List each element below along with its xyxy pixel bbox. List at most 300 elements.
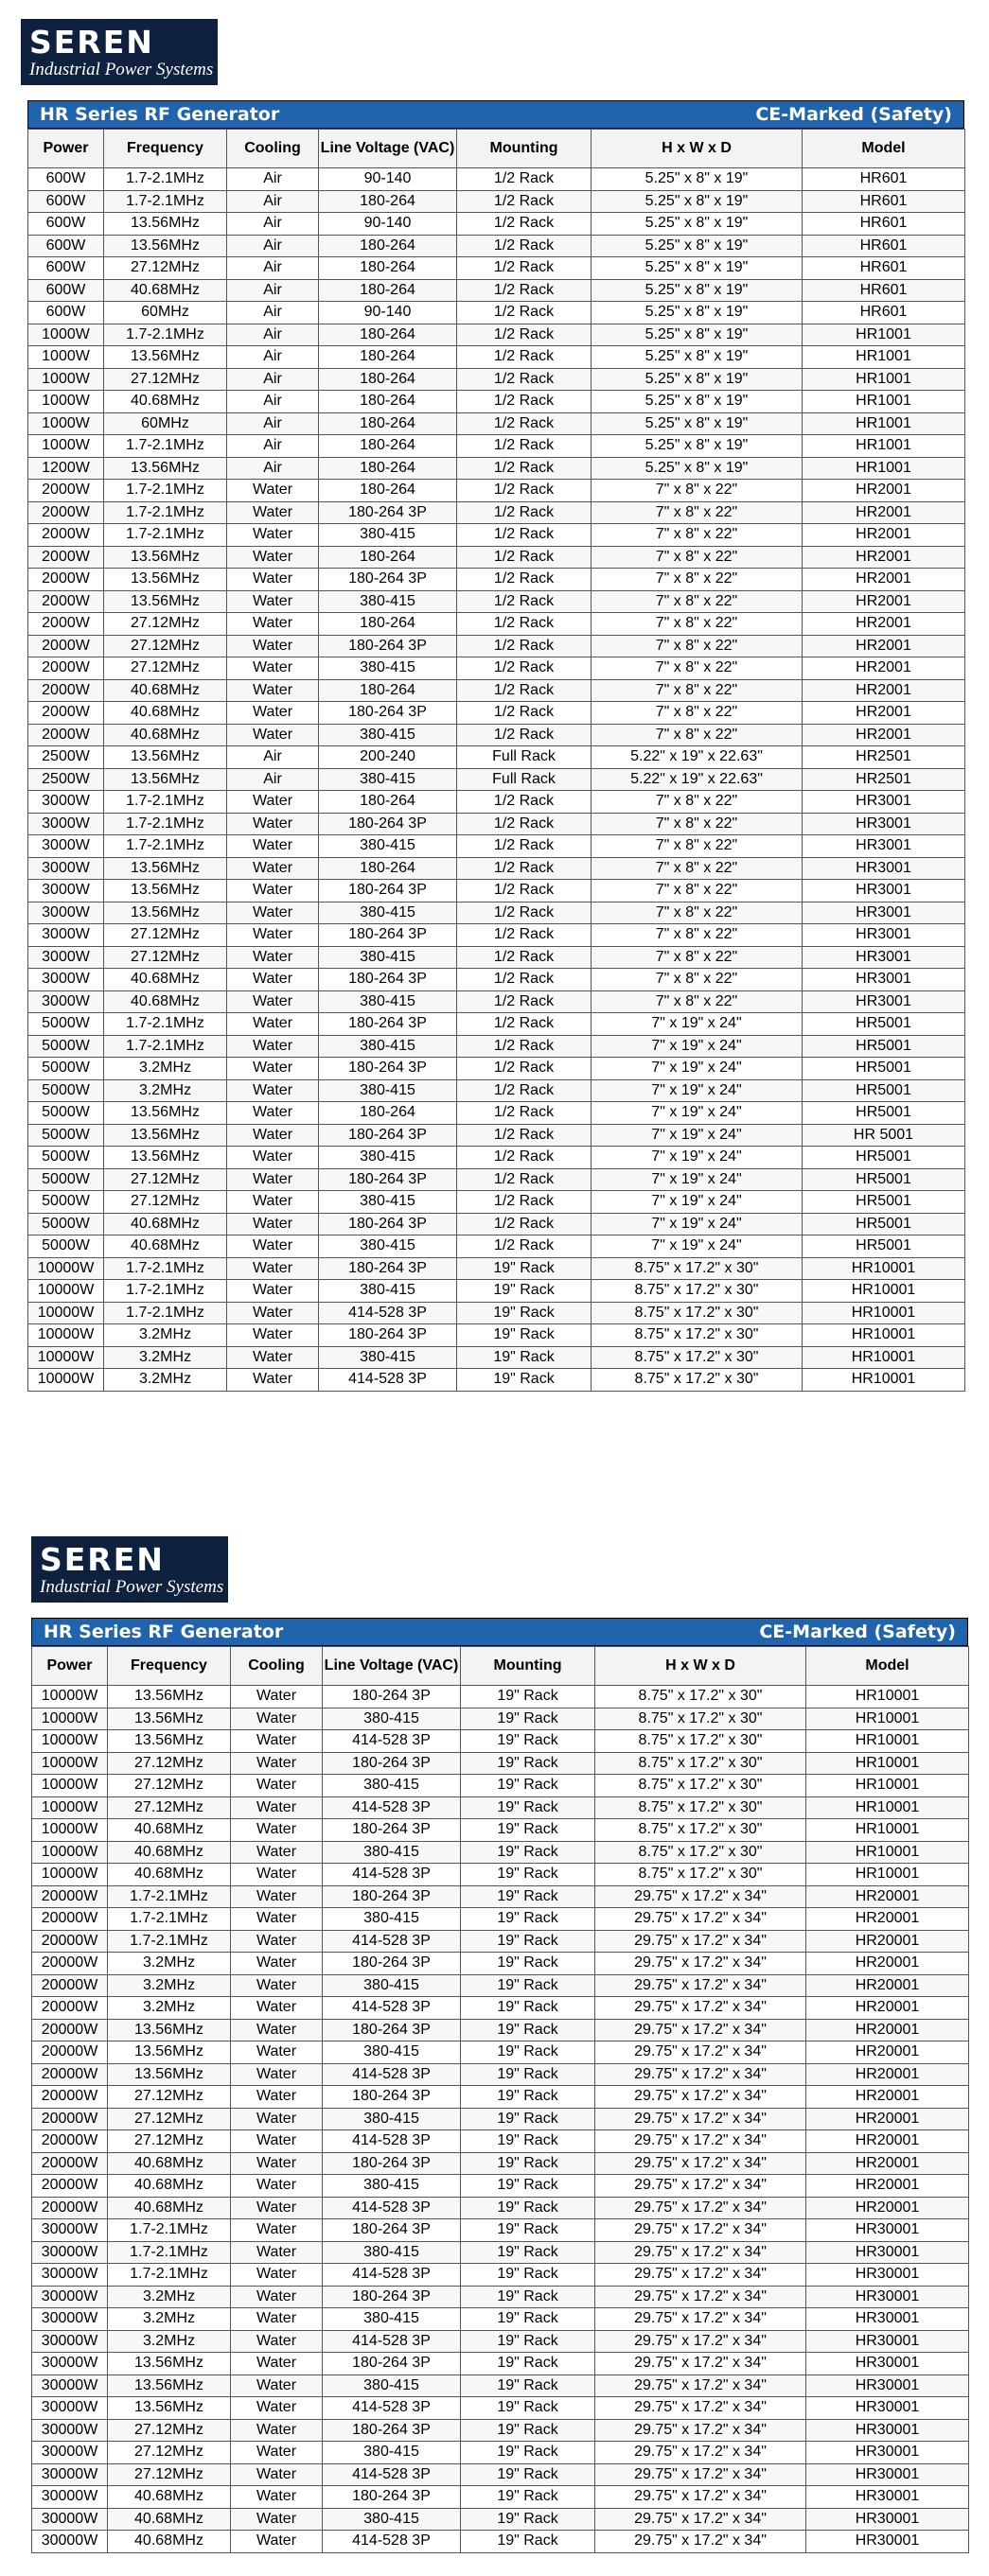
- cell-cooling: Water: [231, 1930, 323, 1953]
- cell-power: 600W: [28, 302, 104, 324]
- cell-cooling: Air: [227, 257, 319, 280]
- cell-dimensions: 7" x 19" x 24": [592, 1213, 803, 1235]
- cell-line-voltage: 180-264: [319, 412, 457, 435]
- cell-frequency: 1.7-2.1MHz: [104, 324, 227, 346]
- cell-cooling: Water: [231, 2175, 323, 2198]
- table-row: [32, 2241, 969, 2264]
- cell-line-voltage: 414-528 3P: [323, 1730, 461, 1753]
- cell-frequency: 27.12MHz: [104, 635, 227, 657]
- cell-cooling: Water: [227, 1369, 319, 1392]
- cell-line-voltage: 380-415: [319, 724, 457, 746]
- cell-power: 1000W: [28, 368, 104, 391]
- cell-frequency: 1.7-2.1MHz: [108, 2219, 231, 2242]
- cell-model: HR20001: [806, 1930, 969, 1953]
- cell-frequency: 1.7-2.1MHz: [108, 2264, 231, 2287]
- cell-line-voltage: 180-264: [319, 190, 457, 213]
- cell-frequency: 1.7-2.1MHz: [104, 1257, 227, 1280]
- cell-mounting: 1/2 Rack: [457, 635, 592, 657]
- cell-line-voltage: 180-264 3P: [323, 2152, 461, 2175]
- cell-mounting: 1/2 Rack: [457, 302, 592, 324]
- cell-line-voltage: 90-140: [319, 302, 457, 324]
- cell-cooling: Water: [227, 1191, 319, 1214]
- cell-mounting: 1/2 Rack: [457, 524, 592, 547]
- cell-model: HR3001: [803, 990, 965, 1013]
- cell-power: 1000W: [28, 391, 104, 413]
- table-row: [32, 1953, 969, 1975]
- cell-dimensions: 8.75" x 17.2" x 30": [595, 1864, 806, 1886]
- cell-line-voltage: 180-264 3P: [323, 2019, 461, 2042]
- cell-frequency: 27.12MHz: [104, 257, 227, 280]
- cell-dimensions: 29.75" x 17.2" x 34": [595, 2374, 806, 2397]
- cell-power: 600W: [28, 235, 104, 257]
- cell-cooling: Air: [227, 213, 319, 236]
- table-row: [28, 1257, 965, 1280]
- cell-frequency: 40.68MHz: [108, 2152, 231, 2175]
- cell-cooling: Water: [227, 679, 319, 702]
- cell-power: 3000W: [28, 969, 104, 991]
- cell-dimensions: 7" x 19" x 24": [592, 1013, 803, 1036]
- table-row: [28, 835, 965, 858]
- cell-power: 1000W: [28, 435, 104, 458]
- cell-power: 5000W: [28, 1035, 104, 1058]
- cell-line-voltage: 180-264 3P: [323, 2486, 461, 2509]
- cell-cooling: Water: [227, 1102, 319, 1125]
- cell-mounting: 19" Rack: [461, 2286, 595, 2308]
- table-row: [28, 1302, 965, 1324]
- cell-cooling: Water: [231, 2308, 323, 2331]
- cell-frequency: 3.2MHz: [108, 1974, 231, 1997]
- cell-power: 3000W: [28, 791, 104, 814]
- cell-mounting: 19" Rack: [457, 1302, 592, 1324]
- cell-dimensions: 7" x 8" x 22": [592, 635, 803, 657]
- table-row: [32, 1752, 969, 1775]
- cell-model: HR30001: [806, 2397, 969, 2420]
- cell-mounting: 1/2 Rack: [457, 324, 592, 346]
- column-header-cooling: Cooling: [231, 1647, 323, 1686]
- cell-power: 2000W: [28, 590, 104, 613]
- cell-cooling: Water: [231, 1686, 323, 1709]
- cell-cooling: Water: [231, 2219, 323, 2242]
- cell-dimensions: 7" x 8" x 22": [592, 524, 803, 547]
- cell-dimensions: 7" x 8" x 22": [592, 969, 803, 991]
- cell-line-voltage: 180-264 3P: [319, 813, 457, 835]
- table-row: [28, 1324, 965, 1347]
- cell-model: HR10001: [806, 1796, 969, 1819]
- cell-frequency: 13.56MHz: [104, 1147, 227, 1169]
- cell-frequency: 13.56MHz: [104, 902, 227, 924]
- cell-cooling: Water: [231, 2374, 323, 2397]
- table-row: [32, 1708, 969, 1730]
- table-row: [28, 1280, 965, 1303]
- cell-frequency: 1.7-2.1MHz: [104, 501, 227, 524]
- cell-power: 20000W: [32, 2108, 108, 2130]
- cell-cooling: Water: [231, 1796, 323, 1819]
- cell-power: 20000W: [32, 2197, 108, 2219]
- cell-cooling: Water: [231, 2419, 323, 2442]
- cell-cooling: Air: [227, 235, 319, 257]
- cell-model: HR10001: [803, 1257, 965, 1280]
- cell-cooling: Water: [227, 1079, 319, 1102]
- column-header-power: Power: [32, 1647, 108, 1686]
- cell-power: 2000W: [28, 569, 104, 591]
- cell-frequency: 13.56MHz: [108, 2374, 231, 2397]
- cell-frequency: 13.56MHz: [104, 1124, 227, 1147]
- cell-cooling: Air: [227, 768, 319, 791]
- cell-mounting: 19" Rack: [457, 1280, 592, 1303]
- column-header-mounting: Mounting: [461, 1647, 595, 1686]
- table-row: [32, 2130, 969, 2153]
- cell-model: HR5001: [803, 1035, 965, 1058]
- spec-table-1: [27, 100, 964, 1392]
- cell-frequency: 40.68MHz: [104, 679, 227, 702]
- cell-dimensions: 5.25" x 8" x 19": [592, 168, 803, 191]
- cell-cooling: Water: [227, 835, 319, 858]
- cell-mounting: 19" Rack: [461, 2063, 595, 2086]
- cell-power: 10000W: [32, 1841, 108, 1864]
- cell-model: HR10001: [803, 1346, 965, 1369]
- cell-dimensions: 29.75" x 17.2" x 34": [595, 2086, 806, 2109]
- cell-mounting: 19" Rack: [461, 2419, 595, 2442]
- cell-power: 5000W: [28, 1079, 104, 1102]
- cell-dimensions: 7" x 8" x 22": [592, 613, 803, 636]
- cell-cooling: Water: [231, 2152, 323, 2175]
- cell-dimensions: 5.25" x 8" x 19": [592, 412, 803, 435]
- cell-power: 600W: [28, 257, 104, 280]
- cell-mounting: 19" Rack: [461, 1819, 595, 1842]
- cell-frequency: 1.7-2.1MHz: [104, 1302, 227, 1324]
- table-row: [28, 213, 965, 236]
- cell-model: HR30001: [806, 2486, 969, 2509]
- cell-power: 10000W: [32, 1864, 108, 1886]
- cell-line-voltage: 380-415: [319, 1346, 457, 1369]
- cell-power: 5000W: [28, 1235, 104, 1258]
- cell-dimensions: 8.75" x 17.2" x 30": [595, 1686, 806, 1709]
- cell-mounting: 1/2 Rack: [457, 590, 592, 613]
- cell-dimensions: 29.75" x 17.2" x 34": [595, 2175, 806, 2198]
- cell-line-voltage: 414-528 3P: [323, 2397, 461, 2420]
- cell-power: 30000W: [32, 2264, 108, 2287]
- cell-frequency: 3.2MHz: [108, 2308, 231, 2331]
- cell-dimensions: 5.25" x 8" x 19": [592, 279, 803, 302]
- cell-line-voltage: 414-528 3P: [323, 2063, 461, 2086]
- cell-mounting: 19" Rack: [461, 2486, 595, 2509]
- cell-dimensions: 7" x 8" x 22": [592, 569, 803, 591]
- cell-power: 30000W: [32, 2397, 108, 2420]
- column-header-power: Power: [28, 130, 104, 168]
- cell-model: HR3001: [803, 969, 965, 991]
- cell-model: HR30001: [806, 2374, 969, 2397]
- table-row: [28, 190, 965, 213]
- cell-power: 10000W: [32, 1819, 108, 1842]
- cell-frequency: 40.68MHz: [108, 2508, 231, 2531]
- cell-power: 5000W: [28, 1168, 104, 1191]
- cell-cooling: Water: [227, 857, 319, 880]
- cell-model: HR10001: [803, 1369, 965, 1392]
- cell-cooling: Air: [227, 746, 319, 769]
- cell-dimensions: 8.75" x 17.2" x 30": [595, 1708, 806, 1730]
- cell-model: HR20001: [806, 2175, 969, 2198]
- cell-mounting: 19" Rack: [461, 1953, 595, 1975]
- cell-model: HR2001: [803, 501, 965, 524]
- cell-mounting: 1/2 Rack: [457, 457, 592, 480]
- cell-mounting: 19" Rack: [461, 2108, 595, 2130]
- cell-cooling: Water: [227, 1147, 319, 1169]
- cell-dimensions: 29.75" x 17.2" x 34": [595, 2063, 806, 2086]
- cell-frequency: 1.7-2.1MHz: [104, 435, 227, 458]
- cell-mounting: 19" Rack: [461, 2330, 595, 2353]
- cell-line-voltage: 180-264 3P: [319, 880, 457, 902]
- cell-model: HR1001: [803, 346, 965, 369]
- cell-mounting: 1/2 Rack: [457, 346, 592, 369]
- cell-power: 30000W: [32, 2286, 108, 2308]
- cell-model: HR5001: [803, 1191, 965, 1214]
- cell-dimensions: 29.75" x 17.2" x 34": [595, 2463, 806, 2486]
- cell-dimensions: 29.75" x 17.2" x 34": [595, 2130, 806, 2153]
- table-row: [28, 635, 965, 657]
- cell-cooling: Water: [227, 569, 319, 591]
- cell-model: HR10001: [806, 1708, 969, 1730]
- cell-line-voltage: 380-415: [319, 946, 457, 969]
- cell-frequency: 40.68MHz: [108, 1841, 231, 1864]
- cell-model: HR601: [803, 302, 965, 324]
- table-row: [28, 1235, 965, 1258]
- table-row: [28, 590, 965, 613]
- cell-power: 5000W: [28, 1102, 104, 1125]
- cell-power: 10000W: [28, 1324, 104, 1347]
- cell-line-voltage: 180-264 3P: [323, 2219, 461, 2242]
- table-row: [32, 2397, 969, 2420]
- cell-model: HR10001: [806, 1686, 969, 1709]
- cell-model: HR20001: [806, 2197, 969, 2219]
- cell-line-voltage: 180-264 3P: [323, 2353, 461, 2375]
- cell-cooling: Water: [227, 1124, 319, 1147]
- cell-mounting: 1/2 Rack: [457, 679, 592, 702]
- cell-line-voltage: 380-415: [319, 1147, 457, 1169]
- table-row: [28, 679, 965, 702]
- cell-line-voltage: 180-264: [319, 279, 457, 302]
- cell-line-voltage: 180-264 3P: [323, 1686, 461, 1709]
- cell-mounting: 19" Rack: [461, 2042, 595, 2064]
- cell-power: 20000W: [32, 1953, 108, 1975]
- cell-line-voltage: 180-264 3P: [319, 635, 457, 657]
- cell-model: HR30001: [806, 2308, 969, 2331]
- cell-cooling: Water: [227, 902, 319, 924]
- cell-frequency: 27.12MHz: [108, 1775, 231, 1797]
- cell-line-voltage: 180-264 3P: [323, 2286, 461, 2308]
- cell-model: HR5001: [803, 1102, 965, 1125]
- cell-cooling: Water: [231, 1953, 323, 1975]
- cell-line-voltage: 414-528 3P: [323, 2531, 461, 2553]
- table-row: [28, 969, 965, 991]
- cell-dimensions: 5.25" x 8" x 19": [592, 368, 803, 391]
- cell-model: HR10001: [803, 1324, 965, 1347]
- cell-line-voltage: 180-264: [319, 257, 457, 280]
- cell-cooling: Water: [227, 1257, 319, 1280]
- table-row: [28, 1213, 965, 1235]
- cell-line-voltage: 380-415: [323, 2175, 461, 2198]
- cell-dimensions: 8.75" x 17.2" x 30": [595, 1841, 806, 1864]
- cell-dimensions: 29.75" x 17.2" x 34": [595, 2152, 806, 2175]
- cell-mounting: 19" Rack: [461, 2374, 595, 2397]
- cell-frequency: 13.56MHz: [108, 1708, 231, 1730]
- cell-dimensions: 5.25" x 8" x 19": [592, 391, 803, 413]
- cell-mounting: 1/2 Rack: [457, 835, 592, 858]
- table-row: [28, 569, 965, 591]
- cell-frequency: 3.2MHz: [104, 1058, 227, 1080]
- table-row: [32, 1841, 969, 1864]
- cell-mounting: 19" Rack: [461, 1708, 595, 1730]
- cell-cooling: Water: [227, 546, 319, 569]
- cell-power: 20000W: [32, 2063, 108, 2086]
- cell-dimensions: 29.75" x 17.2" x 34": [595, 2531, 806, 2553]
- cell-dimensions: 5.25" x 8" x 19": [592, 435, 803, 458]
- cell-frequency: 60MHz: [104, 412, 227, 435]
- table-row: [28, 880, 965, 902]
- cell-power: 5000W: [28, 1147, 104, 1169]
- cell-line-voltage: 414-528 3P: [323, 1930, 461, 1953]
- cell-line-voltage: 380-415: [319, 524, 457, 547]
- cell-mounting: 1/2 Rack: [457, 412, 592, 435]
- cell-line-voltage: 90-140: [319, 168, 457, 191]
- cell-line-voltage: 380-415: [323, 1908, 461, 1931]
- cell-cooling: Water: [231, 2130, 323, 2153]
- cell-dimensions: 29.75" x 17.2" x 34": [595, 1974, 806, 1997]
- cell-mounting: 1/2 Rack: [457, 902, 592, 924]
- cell-mounting: 19" Rack: [461, 2463, 595, 2486]
- cell-model: HR20001: [806, 1974, 969, 1997]
- cell-dimensions: 7" x 8" x 22": [592, 880, 803, 902]
- cell-line-voltage: 414-528 3P: [323, 2330, 461, 2353]
- cell-mounting: 19" Rack: [461, 2152, 595, 2175]
- cell-dimensions: 29.75" x 17.2" x 34": [595, 2286, 806, 2308]
- table-row: [28, 613, 965, 636]
- cell-line-voltage: 380-415: [323, 1974, 461, 1997]
- table-row: [28, 724, 965, 746]
- cell-mounting: 19" Rack: [461, 1930, 595, 1953]
- logo-brand: SEREN: [40, 1541, 165, 1578]
- cell-frequency: 13.56MHz: [108, 2063, 231, 2086]
- cell-dimensions: 8.75" x 17.2" x 30": [592, 1324, 803, 1347]
- cell-power: 10000W: [32, 1796, 108, 1819]
- cell-model: HR1001: [803, 412, 965, 435]
- column-header-frequency: Frequency: [104, 130, 227, 168]
- cell-model: HR20001: [806, 2063, 969, 2086]
- cell-frequency: 13.56MHz: [108, 1686, 231, 1709]
- table-row: [32, 2531, 969, 2553]
- cell-model: HR2001: [803, 657, 965, 680]
- cell-frequency: 13.56MHz: [104, 213, 227, 236]
- cell-frequency: 27.12MHz: [104, 368, 227, 391]
- cell-line-voltage: 414-528 3P: [323, 2197, 461, 2219]
- cell-dimensions: 29.75" x 17.2" x 34": [595, 2264, 806, 2287]
- cell-frequency: 1.7-2.1MHz: [104, 168, 227, 191]
- cell-frequency: 13.56MHz: [104, 857, 227, 880]
- cell-power: 1000W: [28, 324, 104, 346]
- cell-model: HR10001: [803, 1302, 965, 1324]
- cell-frequency: 27.12MHz: [104, 1191, 227, 1214]
- cell-frequency: 13.56MHz: [104, 768, 227, 791]
- cell-line-voltage: 180-264: [319, 235, 457, 257]
- cell-frequency: 27.12MHz: [108, 2442, 231, 2464]
- cell-mounting: 19" Rack: [461, 2397, 595, 2420]
- table-row: [32, 2442, 969, 2464]
- table-row: [32, 2419, 969, 2442]
- cell-mounting: 19" Rack: [461, 1997, 595, 2020]
- cell-mounting: 19" Rack: [461, 1686, 595, 1709]
- cell-frequency: 40.68MHz: [104, 990, 227, 1013]
- spec-table: [31, 1646, 969, 2553]
- cell-power: 2500W: [28, 746, 104, 769]
- table-row: [32, 1997, 969, 2020]
- table-header-row: [32, 1647, 969, 1686]
- cell-power: 1200W: [28, 457, 104, 480]
- cell-cooling: Water: [227, 1302, 319, 1324]
- cell-model: HR30001: [806, 2442, 969, 2464]
- cell-mounting: 1/2 Rack: [457, 1147, 592, 1169]
- cell-mounting: 1/2 Rack: [457, 1058, 592, 1080]
- cell-dimensions: 7" x 8" x 22": [592, 702, 803, 725]
- cell-line-voltage: 414-528 3P: [323, 1864, 461, 1886]
- cell-dimensions: 8.75" x 17.2" x 30": [595, 1775, 806, 1797]
- cell-dimensions: 5.25" x 8" x 19": [592, 302, 803, 324]
- cell-dimensions: 29.75" x 17.2" x 34": [595, 2042, 806, 2064]
- cell-model: HR20001: [806, 2086, 969, 2109]
- cell-mounting: 1/2 Rack: [457, 1079, 592, 1102]
- cell-model: HR3001: [803, 813, 965, 835]
- cell-line-voltage: 180-264 3P: [319, 924, 457, 947]
- cell-line-voltage: 180-264 3P: [323, 1819, 461, 1842]
- table-row: [32, 2374, 969, 2397]
- cell-dimensions: 7" x 8" x 22": [592, 679, 803, 702]
- cell-mounting: 19" Rack: [461, 1796, 595, 1819]
- table-row: [28, 1191, 965, 1214]
- cell-line-voltage: 180-264: [319, 435, 457, 458]
- cell-model: HR10001: [806, 1864, 969, 1886]
- cell-power: 20000W: [32, 2152, 108, 2175]
- cell-frequency: 1.7-2.1MHz: [104, 1280, 227, 1303]
- cell-dimensions: 7" x 8" x 22": [592, 546, 803, 569]
- cell-mounting: 1/2 Rack: [457, 1235, 592, 1258]
- cell-line-voltage: 414-528 3P: [319, 1302, 457, 1324]
- cell-frequency: 13.56MHz: [104, 746, 227, 769]
- table-row: [28, 657, 965, 680]
- cell-frequency: 1.7-2.1MHz: [104, 813, 227, 835]
- cell-power: 5000W: [28, 1213, 104, 1235]
- cell-frequency: 13.56MHz: [104, 546, 227, 569]
- cell-line-voltage: 414-528 3P: [323, 2130, 461, 2153]
- cell-model: HR3001: [803, 902, 965, 924]
- cell-model: HR20001: [806, 1997, 969, 2020]
- cell-line-voltage: 180-264 3P: [319, 702, 457, 725]
- table-row: [32, 2330, 969, 2353]
- cell-cooling: Water: [231, 2197, 323, 2219]
- cell-cooling: Water: [231, 1908, 323, 1931]
- cell-frequency: 27.12MHz: [108, 2108, 231, 2130]
- cell-line-voltage: 200-240: [319, 746, 457, 769]
- cell-mounting: 19" Rack: [461, 1752, 595, 1775]
- cell-cooling: Water: [227, 1280, 319, 1303]
- table-banner: [27, 100, 964, 129]
- cell-cooling: Water: [227, 657, 319, 680]
- cell-power: 3000W: [28, 990, 104, 1013]
- cell-frequency: 13.56MHz: [104, 346, 227, 369]
- cell-model: HR20001: [806, 2152, 969, 2175]
- cell-cooling: Air: [227, 279, 319, 302]
- cell-model: HR3001: [803, 835, 965, 858]
- cell-dimensions: 5.25" x 8" x 19": [592, 190, 803, 213]
- cell-cooling: Water: [227, 1235, 319, 1258]
- cell-line-voltage: 380-415: [323, 2108, 461, 2130]
